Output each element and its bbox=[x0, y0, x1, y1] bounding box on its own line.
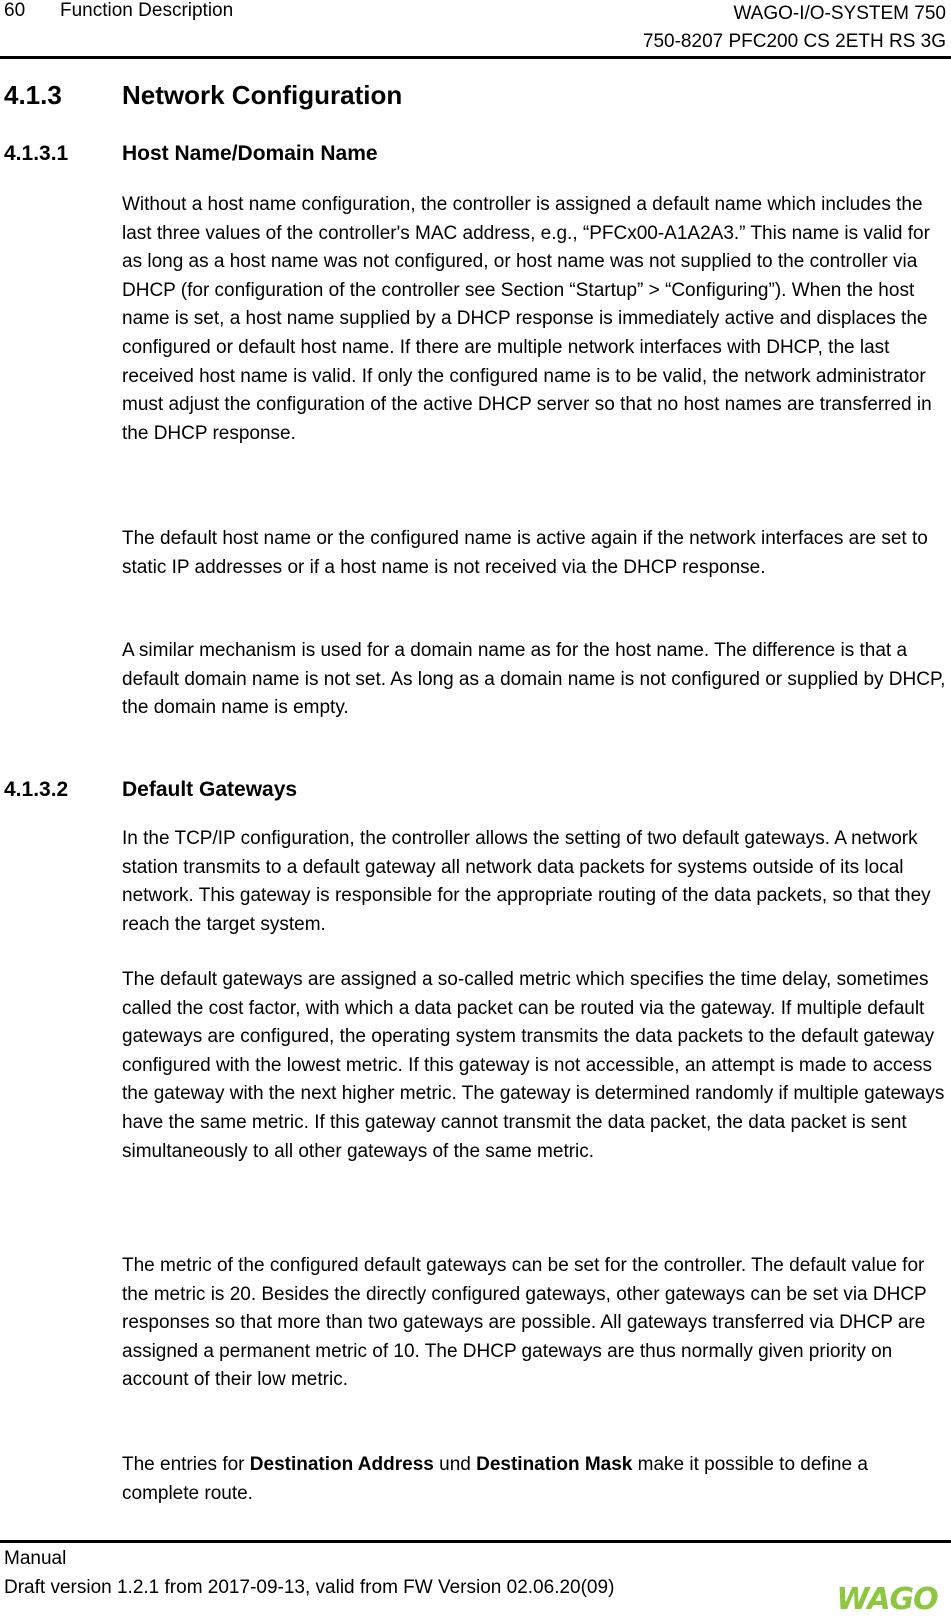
svg-text:WAGO: WAGO bbox=[836, 1583, 938, 1613]
paragraph-host-name-3: A similar mechanism is used for a domain name as for the host name. The difference is that a default domain name is not set. As long as a domain name is not configured or supplied by DHCP, the domain name is empty. bbox=[122, 640, 946, 719]
paragraph-host-name-2: The default host name or the configured name is active again if the network interfaces are set to static IP addresses or if a host name is not received via the DHCP response. bbox=[122, 528, 928, 578]
text-run: make it possible to define a complete route. bbox=[122, 1454, 868, 1504]
term-destination-address: Destination Address bbox=[249, 1454, 434, 1475]
footer-doc-type: Manual bbox=[4, 1548, 67, 1569]
paragraph-gateways-4 bbox=[122, 1451, 947, 1508]
page-header-right bbox=[643, 0, 946, 56]
paragraph-gateways-2: The default gateways are assigned a so-called metric which specifies the time delay, sometimes called the cost factor, with which a data packet can be routed via the gateway. If multiple default gateways are configured, the operating system transmits the data packets to the default gateway configured with the lowest metric. If this gateway is not accessible, an attempt is made to access the gateway with the next higher metric. The gateway is determined randomly if multiple gateways have the same metric. If this gateway cannot transmit the data packet, the data packet is sent simultaneously to all other gateways of the same metric. bbox=[122, 969, 945, 1162]
page-footer bbox=[4, 1544, 614, 1602]
header-section: Function Description bbox=[60, 0, 234, 21]
term-destination-mask: Destination Mask bbox=[476, 1454, 633, 1475]
heading-number: 4.1.3 bbox=[4, 80, 62, 110]
page-header-left bbox=[4, 0, 233, 22]
header-rule bbox=[0, 56, 951, 59]
header-product-name: 750-8207 PFC200 CS 2ETH RS 3G bbox=[642, 31, 946, 52]
heading-network-configuration bbox=[4, 79, 402, 111]
header-product-line: WAGO-I/O-SYSTEM 750 bbox=[733, 3, 946, 24]
heading-number: 4.1.3.2 bbox=[4, 778, 69, 801]
text-run: und bbox=[433, 1454, 477, 1475]
heading-title: Host Name/Domain Name bbox=[122, 142, 378, 165]
page-number: 60 bbox=[4, 0, 26, 21]
heading-title: Network Configuration bbox=[122, 80, 403, 110]
footer-version: Draft version 1.2.1 from 2017-09-13, valid from FW Version 02.06.20(09) bbox=[4, 1577, 615, 1598]
heading-host-name bbox=[4, 141, 378, 167]
paragraph-gateways-1: In the TCP/IP configuration, the controller allows the setting of two default gateways. A network station transmits to a default gateway all network data packets for systems outside of its local network. This gateway is responsible for the appropriate routing of the data packets, so that they reach the target system. bbox=[122, 828, 931, 935]
paragraph-host-name-1: Without a host name configuration, the controller is assigned a default name which includes the last three values of the controller's MAC address, e.g., “PFCx00-A1A2A3.” This name is valid for as long as a host name was not configured, or host name was not supplied to the controller via DHCP (for configuration of the controller see Section “Startup” > “Configuring”). When the host name is set, a host name supplied by a DHCP response is immediately active and displaces the configured or default host name. If there are multiple network interfaces with DHCP, the last received host name is valid. If only the configured name is to be valid, the network administrator must adjust the configuration of the active DHCP server so that no host names are transferred in the DHCP response. bbox=[122, 194, 932, 444]
heading-number: 4.1.3.1 bbox=[4, 142, 69, 165]
text-run: The entries for bbox=[122, 1454, 250, 1475]
wago-logo-icon bbox=[828, 1583, 946, 1613]
footer-rule bbox=[0, 1540, 951, 1543]
heading-title: Default Gateways bbox=[122, 778, 298, 801]
paragraph-gateways-3: The metric of the configured default gateways can be set for the controller. The default value for the metric is 20. Besides the directly configured gateways, other gateways can be set via DHCP responses so that more than two gateways are possible. All gateways transferred via DHCP are assigned a permanent metric of 10. The DHCP gateways are thus normally given priority on account of their low metric. bbox=[122, 1255, 927, 1391]
heading-default-gateways bbox=[4, 777, 297, 803]
